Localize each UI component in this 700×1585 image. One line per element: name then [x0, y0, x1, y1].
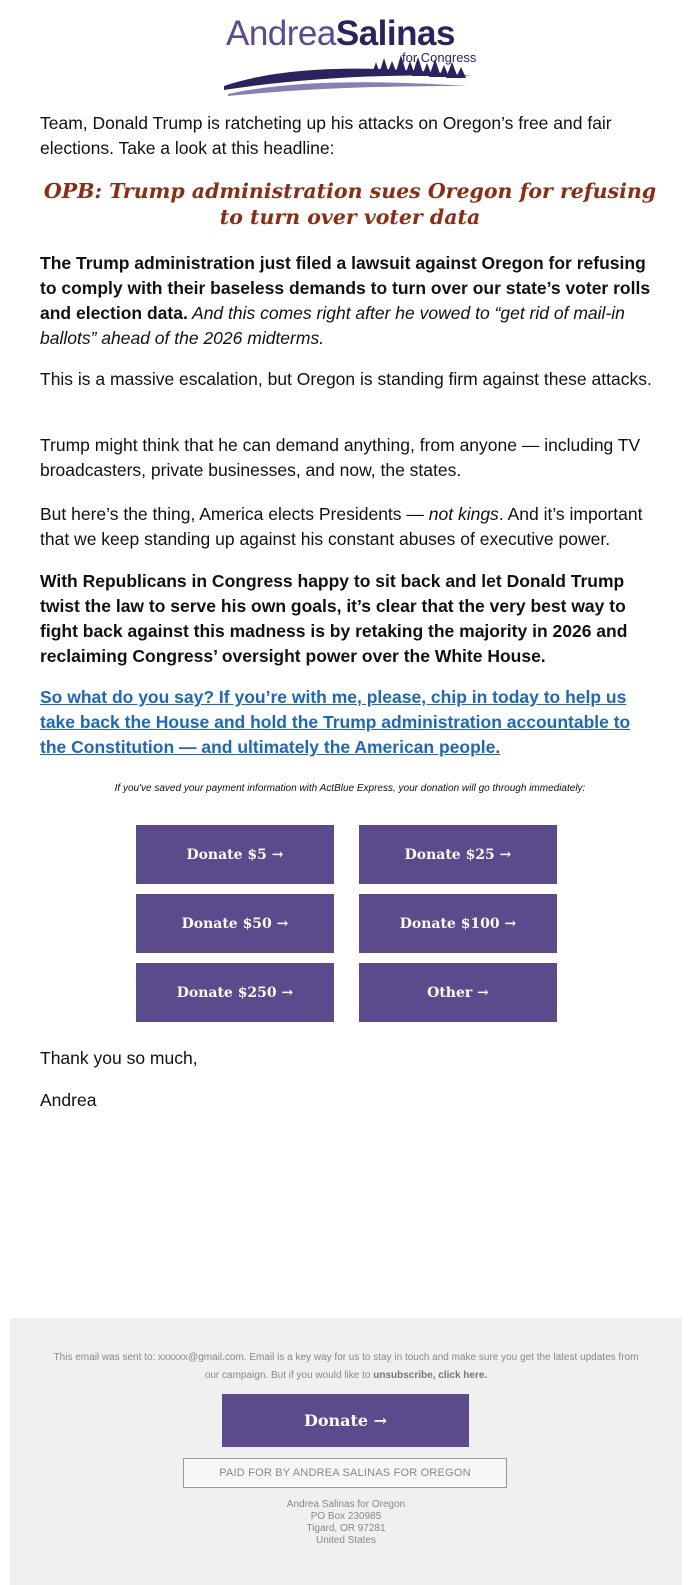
unsubscribe-link[interactable]: unsubscribe, click here.	[373, 1370, 488, 1381]
address-line: Andrea Salinas for Oregon	[286, 1499, 406, 1510]
address-line: United States	[315, 1535, 377, 1546]
actblue-express-note: If you've saved your payment information with ActBlue Express, your donation will go through immediately:	[114, 783, 586, 794]
donate-5-button[interactable]: Donate $5 →	[136, 825, 334, 884]
mailing-address	[10, 1499, 682, 1547]
footer-donate-button[interactable]: Donate →	[222, 1394, 469, 1447]
logo-first-name: Andrea	[226, 14, 336, 53]
lawsuit-paragraph-bold: The Trump administration just filed a lawsuit against Oregon for refusing to comply with their baseless demands to turn over our state’s voter rolls and election data.	[40, 253, 651, 323]
logo-last-name: Salinas	[335, 14, 455, 53]
lawsuit-paragraph-italic: And this comes right after he vowed to “get rid of mail-in ballots” ahead of the 2026 midterms.	[40, 303, 625, 348]
majority-paragraph: With Republicans in Congress happy to sit back and let Donald Trump twist the law to serve his own goals, it’s clear that the very best way to fight back against this madness is by retaking the majority in 2026 and reclaiming Congress’ oversight power over the White House.	[40, 571, 628, 666]
donate-25-button[interactable]: Donate $25 →	[359, 825, 557, 884]
demand-paragraph: Trump might think that he can demand anything, from anyone — including TV broadcasters, private businesses, and now, the states.	[40, 435, 641, 480]
donate-250-button[interactable]: Donate $250 →	[136, 963, 334, 1022]
logo-wordmark	[226, 14, 455, 54]
not-kings-italic: not kings	[428, 504, 499, 524]
footer-sent-to-prefix: This email was sent to: xxxxxx@gmail.com. Email is a key way for us to stay in touch and make sure you get the latest updates from our campaign. But if you would like to	[53, 1352, 639, 1381]
signature: Andrea	[40, 1090, 97, 1110]
escalation-paragraph: This is a massive escalation, but Oregon is standing firm against these attacks.	[40, 369, 652, 389]
campaign-logo[interactable]	[222, 14, 484, 96]
not-kings-paragraph	[40, 502, 660, 552]
not-kings-before: But here’s the thing, America elects Presidents —	[40, 504, 429, 524]
not-kings-after: . And it’s important that we keep standing up against his constant abuses of executive power.	[40, 504, 643, 549]
donate-50-button[interactable]: Donate $50 →	[136, 894, 334, 953]
news-headline: OPB: Trump administration sues Oregon for refusing to turn over voter data	[43, 179, 657, 229]
chip-in-link[interactable]: So what do you say? If you’re with me, please, chip in today to help us take back the House and hold the Trump administration accountable to the Constitution — and ultimately the American people.	[40, 687, 631, 757]
cta-paragraph	[40, 685, 660, 760]
email-footer	[10, 1318, 682, 1585]
address-line: PO Box 230985	[310, 1511, 382, 1522]
paid-for-disclaimer: PAID FOR BY ANDREA SALINAS FOR OREGON	[183, 1458, 507, 1488]
address-line: Tigard, OR 97281	[306, 1523, 386, 1534]
lawsuit-paragraph	[40, 251, 660, 351]
closing-line: Thank you so much,	[40, 1048, 198, 1068]
logo-subtitle: for Congress	[402, 50, 477, 65]
footer-sent-to-text	[50, 1349, 642, 1385]
intro-paragraph: Team, Donald Trump is ratcheting up his attacks on Oregon’s free and fair elections. Take a look at this headline:	[40, 113, 612, 158]
donate-other-button[interactable]: Other →	[359, 963, 557, 1022]
donate-100-button[interactable]: Donate $100 →	[359, 894, 557, 953]
